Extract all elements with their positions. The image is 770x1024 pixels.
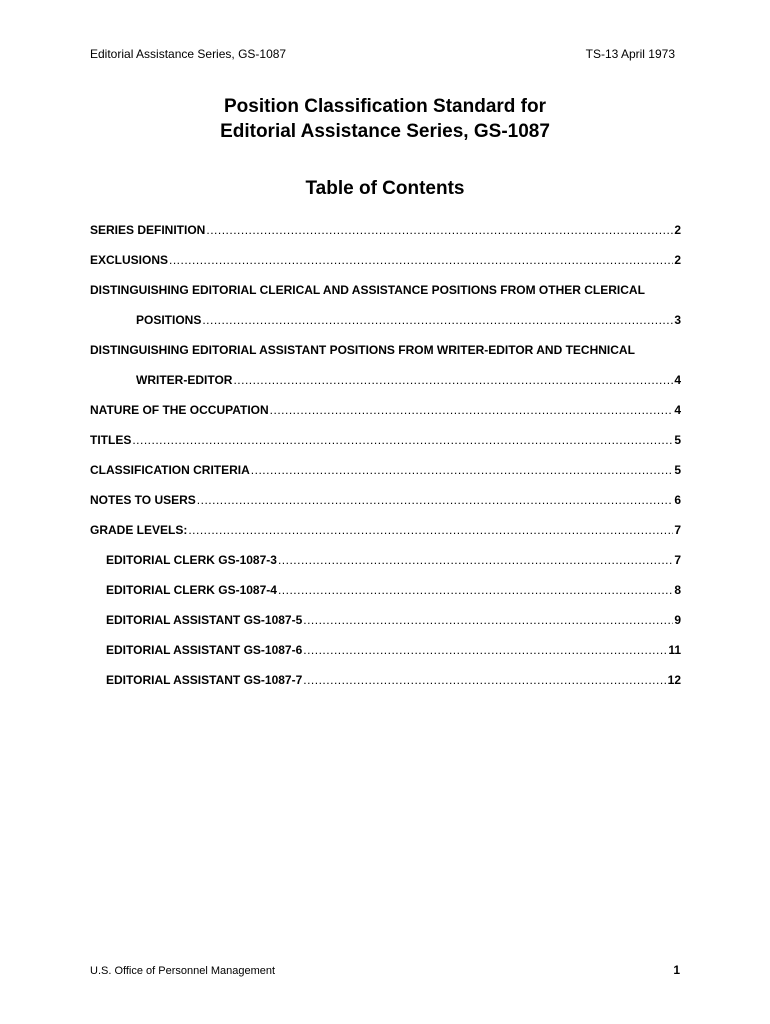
toc-page: 8: [674, 583, 681, 597]
dot-leader: [303, 613, 673, 628]
toc-label: EDITORIAL ASSISTANT GS-1087-6: [106, 643, 303, 657]
footer-agency: U.S. Office of Personnel Management: [90, 965, 276, 977]
toc-entry-distinguishing-clerical[interactable]: [136, 313, 681, 328]
dot-leader: [188, 523, 673, 538]
toc-page: 7: [674, 523, 681, 537]
toc-entry-assistant-7[interactable]: [106, 673, 681, 688]
toc-page: 7: [674, 553, 681, 567]
toc-page: 5: [674, 463, 681, 477]
toc-entry-titles[interactable]: [90, 433, 681, 448]
toc-label: EDITORIAL ASSISTANT GS-1087-7: [106, 673, 303, 687]
dot-leader: [202, 313, 673, 328]
toc-entry-criteria[interactable]: [90, 463, 681, 478]
dot-leader: [303, 673, 666, 688]
toc-entry-notes[interactable]: [90, 493, 681, 508]
toc-entry-distinguishing-assistant[interactable]: [136, 373, 681, 388]
dot-leader: [303, 643, 667, 658]
toc-entry-series-definition[interactable]: [90, 223, 681, 238]
toc-label: EXCLUSIONS: [90, 253, 169, 267]
toc-label: CLASSIFICATION CRITERIA: [90, 463, 250, 477]
dot-leader: [278, 553, 673, 568]
toc-entry-nature[interactable]: [90, 403, 681, 418]
toc-heading: Table of Contents: [305, 178, 465, 199]
toc-label: EDITORIAL ASSISTANT GS-1087-5: [106, 613, 303, 627]
toc-label: SERIES DEFINITION: [90, 223, 206, 237]
dot-leader: [132, 433, 673, 448]
header-date: TS-13 April 1973: [585, 47, 675, 61]
dot-leader: [169, 253, 673, 268]
toc-page: 5: [674, 433, 681, 447]
toc-label: GRADE LEVELS:: [90, 523, 188, 537]
toc-page: 4: [674, 403, 681, 417]
dot-leader: [278, 583, 673, 598]
toc-entry-clerk-3[interactable]: [106, 553, 681, 568]
dot-leader: [233, 373, 673, 388]
toc-page: 4: [674, 373, 681, 387]
toc-label: TITLES: [90, 433, 132, 447]
dot-leader: [270, 403, 674, 418]
toc-page: 11: [668, 643, 681, 657]
toc-entry-grade-levels[interactable]: [90, 523, 681, 538]
page-number: 1: [673, 963, 680, 977]
dot-leader: [251, 463, 674, 478]
toc-entry-assistant-6[interactable]: [106, 643, 681, 658]
toc-label: POSITIONS: [136, 313, 202, 327]
toc-page: 2: [674, 223, 681, 237]
page-footer: [90, 963, 680, 977]
toc-entry-clerk-4[interactable]: [106, 583, 681, 598]
toc-entry-exclusions[interactable]: [90, 253, 681, 268]
toc-label: EDITORIAL CLERK GS-1087-3: [106, 553, 277, 567]
title-line-1: Position Classification Standard for: [224, 96, 546, 117]
toc-label: NOTES TO USERS: [90, 493, 196, 507]
toc-entry-distinguishing-clerical-line1[interactable]: DISTINGUISHING EDITORIAL CLERICAL AND ASSISTANCE POSITIONS FROM OTHER CLERICAL: [90, 283, 645, 297]
toc-label: EDITORIAL CLERK GS-1087-4: [106, 583, 277, 597]
toc-page: 12: [667, 673, 681, 687]
toc-entry-assistant-5[interactable]: [106, 613, 681, 628]
toc-page: 6: [674, 493, 681, 507]
dot-leader: [206, 223, 673, 238]
toc-label: WRITER-EDITOR: [136, 373, 233, 387]
dot-leader: [197, 493, 674, 508]
toc-label: NATURE OF THE OCCUPATION: [90, 403, 269, 417]
title-line-2: Editorial Assistance Series, GS-1087: [220, 121, 550, 142]
toc-entry-distinguishing-assistant-line1[interactable]: DISTINGUISHING EDITORIAL ASSISTANT POSITIONS FROM WRITER-EDITOR AND TECHNICAL: [90, 343, 635, 357]
toc-page: 3: [674, 313, 681, 327]
toc-page: 2: [674, 253, 681, 267]
header-series: Editorial Assistance Series, GS-1087: [90, 47, 287, 61]
toc-page: 9: [674, 613, 681, 627]
